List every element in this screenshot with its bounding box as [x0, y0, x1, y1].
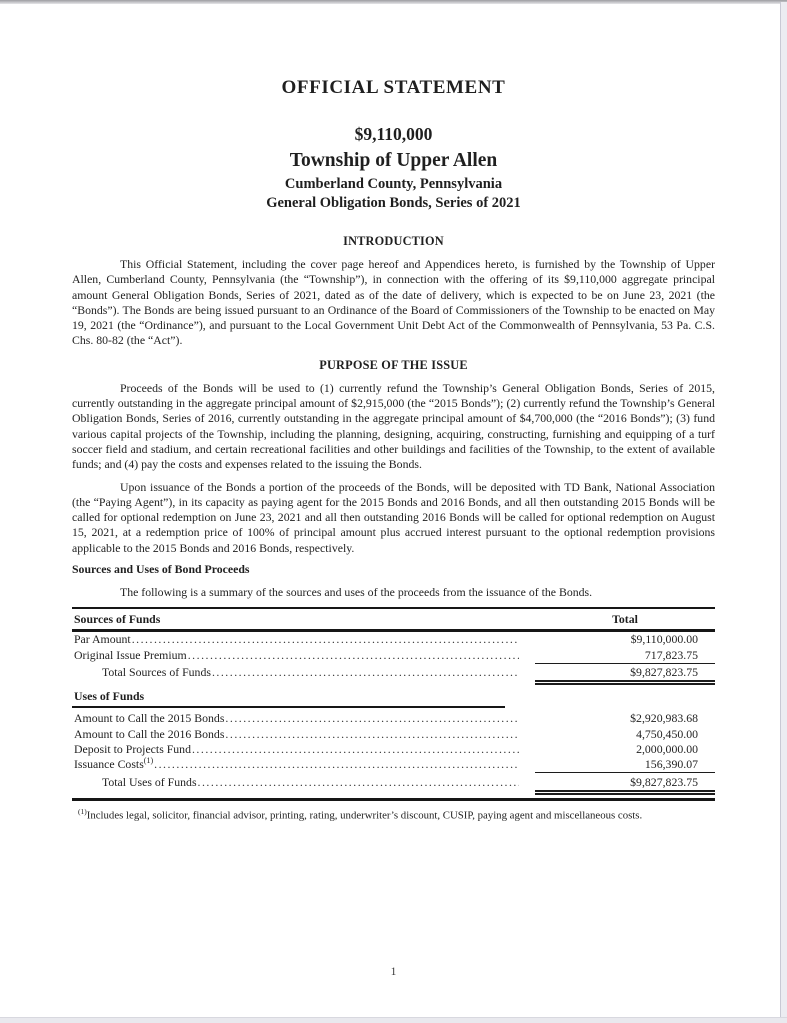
sources-header-label: Sources of Funds — [74, 612, 161, 627]
row-amount: 717,823.75 — [535, 648, 715, 664]
bond-series: General Obligation Bonds, Series of 2021 — [266, 195, 521, 211]
issuer-name: Township of Upper Allen — [289, 150, 498, 171]
row-amount: $9,827,823.75 — [535, 775, 715, 795]
introduction-heading: INTRODUCTION — [343, 234, 444, 248]
row-label: Issuance Costs$^{(1)}$ — [74, 756, 154, 772]
row-amount: 4,750,450.00 — [636, 726, 698, 741]
table-row — [72, 632, 715, 647]
row-label: Total Sources of Funds — [102, 665, 211, 680]
table-row — [72, 648, 715, 663]
row-amount: $9,110,000.00 — [630, 632, 698, 647]
dot-leader — [225, 711, 519, 726]
page-number: 1 — [390, 966, 397, 978]
dot-leader — [225, 727, 519, 742]
table-row — [72, 742, 715, 757]
row-amount: $2,920,983.68 — [630, 711, 698, 726]
sources-uses-heading: Sources and Uses of Bond Proceeds — [72, 562, 250, 577]
issuer-county: Cumberland County, Pennsylvania — [284, 176, 503, 192]
purpose-heading: PURPOSE OF THE ISSUE — [319, 357, 468, 372]
dot-leader — [192, 742, 519, 757]
page-content — [72, 0, 715, 978]
row-label: Amount to Call the 2015 Bonds — [74, 711, 225, 726]
row-label: Par Amount — [74, 632, 131, 647]
sources-header-total: Total — [612, 612, 638, 627]
footnote-separator-rule — [72, 798, 715, 801]
table-row — [72, 711, 715, 726]
introduction-paragraph: This Official Statement, including the cover page hereof and Appendices hereto, is furnished by the Township of Upper Allen, Cumberland County, Pennsylvania (the “Township”), in connection with the offering of its $9,110,000 aggregate principal amount General Obligation Bonds, Series of 2021, dated as of the date of delivery, which is expected to be on June 23, 2021 (the “Bonds”). The Bonds are being issued pursuant to an Ordinance of the Board of Commissioners of the Township to be enacted on May 19, 2021 (the “Ordinance”), and pursuant to the Local Government Unit Debt Act of the Commonwealth of Pennsylvania, 53 Pa. C.S. Chs. 80-82 (the “Act”). — [72, 257, 715, 348]
dot-leader — [132, 632, 519, 647]
row-label: Amount to Call the 2016 Bonds — [74, 726, 225, 741]
dot-leader — [212, 665, 519, 680]
par-amount-heading: $9,110,000 — [354, 124, 433, 144]
footnote-marker: (1) — [78, 806, 87, 816]
uses-header-rule — [72, 706, 505, 708]
uses-header-label: Uses of Funds — [74, 689, 145, 704]
table-total-row — [72, 773, 715, 790]
dot-leader — [188, 648, 519, 663]
row-amount: 156,390.07 — [535, 757, 715, 773]
footnote-reference: (1) — [143, 756, 154, 766]
dot-leader — [198, 775, 519, 790]
table-total-row — [72, 663, 715, 680]
row-label: Deposit to Projects Fund — [74, 741, 191, 756]
footnote-text: Includes legal, solicitor, financial advisor, printing, rating, underwriter’s discount, CUSIP, paying agent and miscellaneous costs. — [86, 809, 643, 822]
row-amount: $9,827,823.75 — [535, 665, 715, 685]
row-label: Total Uses of Funds — [102, 774, 197, 789]
purpose-paragraph-1: Proceeds of the Bonds will be used to (1) currently refund the Township’s General Obligation Bonds, Series of 2015, currently outstanding in the aggregate principal amount of $2,915,000 (the “2015 Bonds”); (2) currently refund the Township’s General Obligation Bonds, Series of 2016, currently outstanding in the aggregate principal amount of $4,700,000 (the “2016 Bonds”); (3) fund various capital projects of the Township, including the planning, designing, acquiring, constructing, furnishing and equipping of a turf soccer field and stadium, and certain recreational facilities and other buildings and facilities of the Township, to the extent of available funds; and (4) pay the costs and expenses related to the issuing the Bonds. — [72, 380, 715, 472]
uses-of-funds-table — [72, 689, 715, 790]
sources-table-header — [72, 609, 715, 632]
dot-leader — [154, 757, 519, 772]
sources-uses-lead-in: The following is a summary of the sources and uses of the proceeds from the issuance of the Bonds. — [120, 585, 593, 600]
document-title: OFFICIAL STATEMENT — [281, 77, 506, 98]
purpose-paragraph-2: Upon issuance of the Bonds a portion of the proceeds of the Bonds, will be deposited with TD Bank, National Association (the “Paying Agent”), in its capacity as paying agent for the 2015 Bonds and 2016 Bonds, and all then outstanding 2015 Bonds will be called for optional redemption on June 23, 2021 and all then outstanding 2016 Bonds will be called for optional redemption on August 15, 2021, at a redemption price of 100% of principal amount plus accrued interest pursuant to the optional redemption provisions applicable to the 2015 Bonds and 2016 Bonds, respectively. — [72, 479, 715, 555]
table-row — [72, 727, 715, 742]
sources-of-funds-table — [72, 607, 715, 680]
row-amount: 2,000,000.00 — [636, 741, 698, 756]
footnote — [72, 805, 715, 823]
scan-edge-bottom — [0, 1017, 787, 1023]
table-row — [72, 757, 715, 772]
scan-edge-right — [780, 2, 787, 1023]
row-label: Original Issue Premium — [74, 647, 187, 662]
